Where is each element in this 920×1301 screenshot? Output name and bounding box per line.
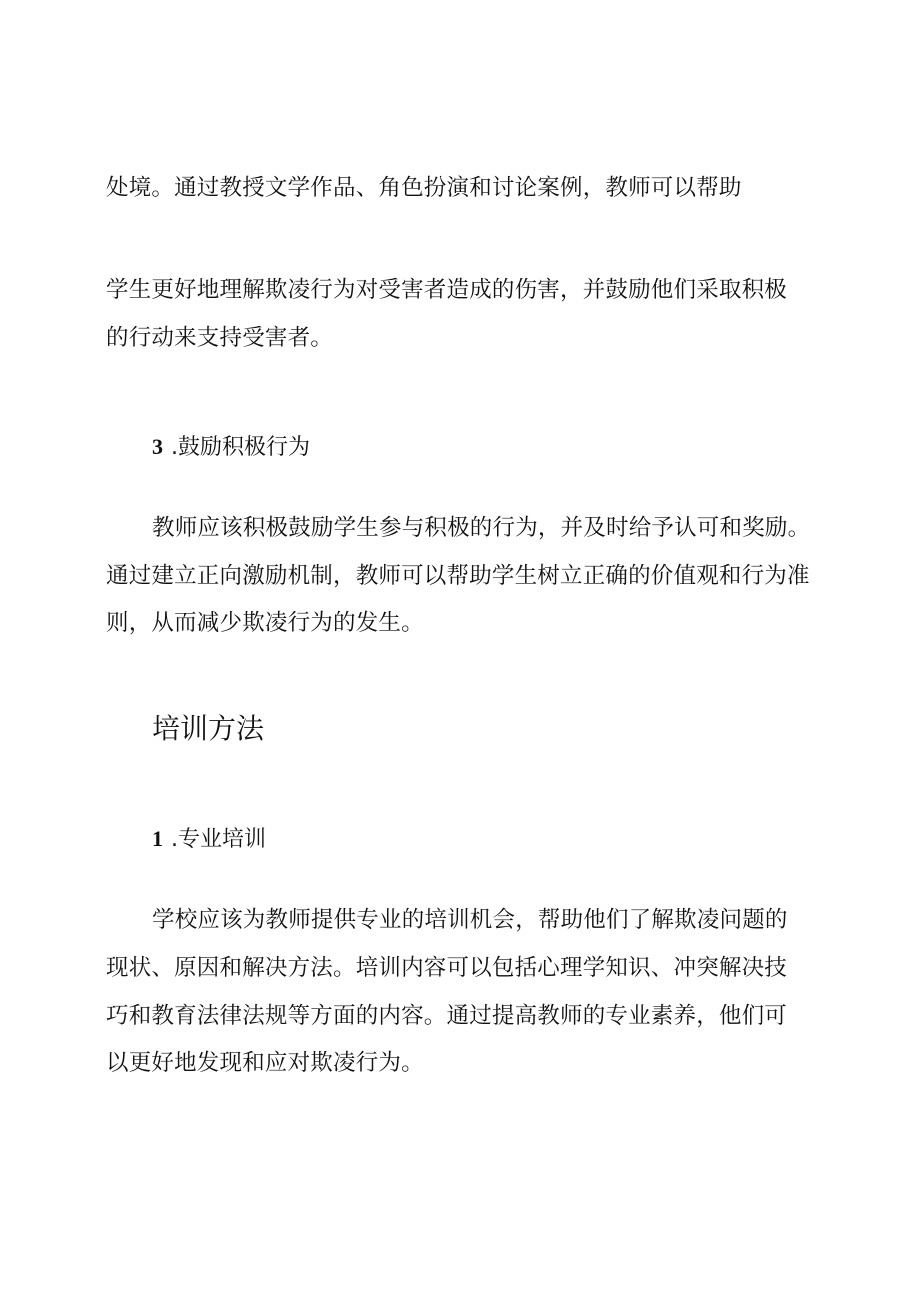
paragraph-line: 以更好地发现和应对欺凌行为。 [106, 1050, 424, 1076]
subheading-title: .鼓励积极行为 [171, 435, 310, 460]
subheading-encourage-positive-behavior [152, 432, 310, 463]
subheading-professional-training [152, 824, 266, 855]
paragraph-line: 现状、原因和解决方法。培训内容可以包括心理学知识、冲突解决技 [106, 955, 788, 981]
section-heading-training-methods: 培训方法 [152, 712, 265, 745]
subheading-number: 3 [152, 434, 163, 459]
subheading-title: .专业培训 [171, 827, 266, 852]
paragraph-line: 的行动来支持受害者。 [106, 325, 334, 351]
paragraph-line: 处境。通过教授文学作品、角色扮演和讨论案例，教师可以帮助 [106, 175, 742, 201]
subheading-number: 1 [152, 826, 163, 851]
paragraph-line: 教师应该积极鼓励学生参与积极的行为，并及时给予认可和奖励。 [152, 515, 811, 541]
paragraph-line: 学生更好地理解欺凌行为对受害者造成的伤害，并鼓励他们采取积极 [106, 277, 788, 303]
paragraph-line: 则，从而减少欺凌行为的发生。 [106, 610, 424, 636]
paragraph-line: 巧和教育法律法规等方面的内容。通过提高教师的专业素养，他们可 [106, 1003, 788, 1029]
paragraph-line: 学校应该为教师提供专业的培训机会，帮助他们了解欺凌问题的 [152, 907, 788, 933]
paragraph-line: 通过建立正向激励机制，教师可以帮助学生树立正确的价值观和行为准 [106, 563, 810, 589]
